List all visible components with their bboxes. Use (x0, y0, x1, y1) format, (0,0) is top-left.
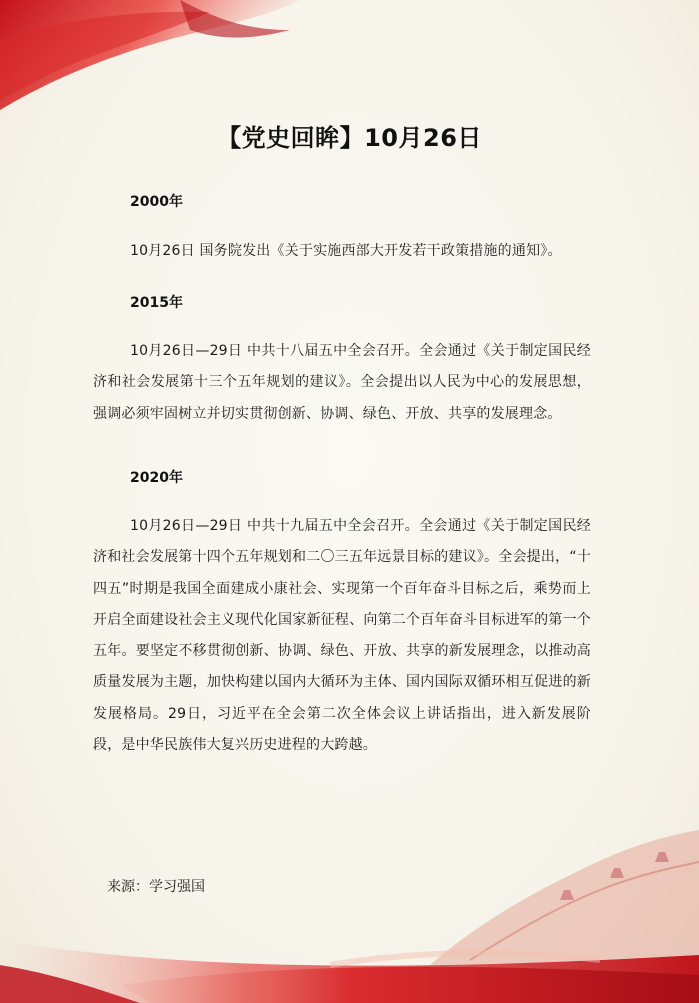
section-text-2020: 10月26日—29日 中共十九届五中全会召开。全会通过《关于制定国民经济和社会发展第十四个五年规划和二〇三五年远景目标的建议》。全会提出，“十四五”时期是我国全面建成小康社会、实现第一个百年奋斗目标之后，乘势而上开启全面建设社会主义现代化国家新征程、向第二个百年奋斗目标进军的第一个五年。要坚定不移贯彻创新、协调、绿色、开放、共享的新发展理念，以推动高质量发展为主题，加快构建以国内大循环为主体、国内国际双循环相互促进的新发展格局。29日，习近平在全会第二次全体会议上讲话指出，进入新发展阶段，是中华民族伟大复兴历史进程的大跨越。 (93, 518, 591, 754)
section-text-2000: 10月26日 国务院发出《关于实施西部大开发若干政策措施的通知》。 (130, 243, 562, 259)
section-year-2020: 2020年 (130, 470, 183, 486)
section-year-2015: 2015年 (130, 295, 183, 311)
page-title: 【党史回眸】10月26日 (217, 124, 482, 152)
source-note: 来源：学习强国 (107, 879, 205, 895)
section-year-2000: 2000年 (130, 194, 183, 210)
section-text-2015: 10月26日—29日 中共十八届五中全会召开。全会通过《关于制定国民经济和社会发展第十三个五年规划的建议》。全会提出以人民为中心的发展思想，强调必须牢固树立并切实贯彻创新、协调、绿色、开放、共享的发展理念。 (93, 343, 591, 422)
